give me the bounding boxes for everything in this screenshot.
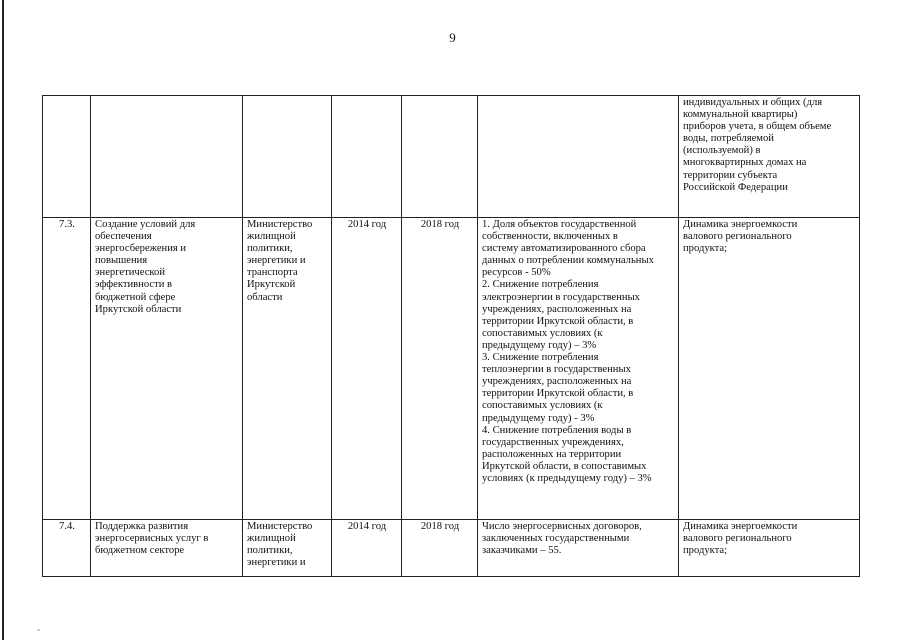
cell-expected-result: Число энергосервисных договоров, заключенных государственными заказчиками – 55.: [478, 520, 679, 577]
cell-expected-result: [478, 96, 679, 218]
cell-responsible: [243, 96, 332, 218]
cell-indicator: Динамика энергоемкости валового регионального продукта;: [679, 218, 860, 520]
cell-end-year: 2018 год: [402, 520, 478, 577]
cell-activity: Поддержка развития энергосервисных услуг в бюджетном секторе: [91, 520, 243, 577]
cell-start-year: 2014 год: [332, 218, 402, 520]
cell-activity: [91, 96, 243, 218]
indicators-table: [42, 95, 860, 577]
cell-responsible: Министерство жилищной политики, энергетики и транспорта Иркутской области: [243, 218, 332, 520]
cell-number: [43, 96, 91, 218]
cell-start-year: [332, 96, 402, 218]
cell-indicator: индивидуальных и общих (для коммунальной квартиры) приборов учета, в общем объеме воды, потребляемой (используемой) в многоквартирных домах на территории субъекта Российской Федерации: [679, 96, 860, 218]
cell-expected-result: 1. Доля объектов государственной собственности, включенных в систему автоматизированного сбора данных о потреблении коммунальных ресурсов - 50% 2. Снижение потребления электроэнергии в государственных учреждениях, расположенных на территории Иркутской области, в сопоставимых условиях (к предыдущему году) – 3% 3. Снижение потребления теплоэнергии в государственных учреждениях, расположенных на территории Иркутской области, в сопоставимых условиях (к предыдущему году) - 3% 4. Снижение потребления воды в государственных учреждениях, расположенных на территории Иркутской области, в сопоставимых условиях (к предыдущему году) – 3%: [478, 218, 679, 520]
page-number: 9: [449, 30, 456, 45]
cell-end-year: 2018 год: [402, 218, 478, 520]
table-row: [43, 520, 860, 577]
cell-number: 7.4.: [43, 520, 91, 577]
cell-indicator: Динамика энергоемкости валового регионального продукта;: [679, 520, 860, 577]
table-row: [43, 218, 860, 520]
cell-number: 7.3.: [43, 218, 91, 520]
page-left-edge-line: [2, 0, 4, 640]
table-row: [43, 96, 860, 218]
cell-responsible: Министерство жилищной политики, энергетики и: [243, 520, 332, 577]
scan-speck: [37, 629, 40, 631]
cell-end-year: [402, 96, 478, 218]
cell-start-year: 2014 год: [332, 520, 402, 577]
cell-activity: Создание условий для обеспечения энергосбережения и повышения энергетической эффективности в бюджетной сфере Иркутской области: [91, 218, 243, 520]
